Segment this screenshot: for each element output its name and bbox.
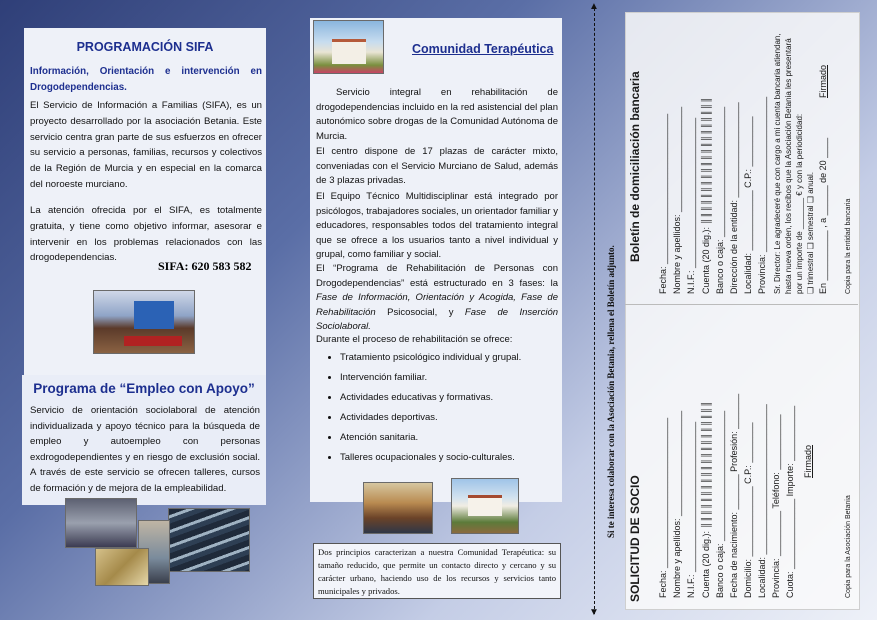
socio-field-nif[interactable]: N.I.F.: ______________________________: [686, 421, 696, 598]
comunidad-paragraph-4: El “Programa de Rehabilitación de Personas con Drogodependencias” está estructurado en 3 fases: la Fase de Información, Orientación y Acogida, Fase de Rehabilitación Psicosocial, y Fase de Inserción Sociolaboral.: [316, 263, 559, 333]
empleo-section: [22, 375, 266, 505]
comunidad-paragraph-5: Durante el proceso de rehabilitación se ofrece:: [316, 334, 513, 345]
boletin-periodicidad[interactable]: ❑ trimestral ❑ semestral ❑ anual.: [806, 172, 815, 294]
list-item: • Atención sanitaria.: [340, 428, 572, 448]
boletin-title: Boletín de domiciliación bancaria: [628, 71, 642, 262]
boletin-field-direccion[interactable]: Dirección de la entidad: ___________________: [729, 102, 739, 294]
socio-field-nombre[interactable]: Nombre y apellidos: _____________________: [672, 410, 682, 598]
sifa-paragraph-1: El Servicio de Información a Familias (SIFA), es un proyecto desarrollado por la asociación Betania. Este servicio centra gran parte de sus esfuerzos en ofrecer su servicio a personas, familias, recursos y colectivos de la Región de Murcia y en especial en la comarca del noroeste murciano.: [30, 100, 262, 190]
boletin-field-provincia[interactable]: Provincia: _______________________________: [757, 96, 767, 294]
comunidad-title: Comunidad Terapéutica: [412, 42, 554, 56]
empleo-title: Programa de “Empleo con Apoyo”: [33, 381, 255, 396]
boletin-director-line-1: Sr. Director: Le agradeceré que con cargo a mi cuenta bancaria atiendan,: [773, 33, 782, 294]
building-photo: [313, 20, 384, 74]
list-item: • Actividades educativas y formativas.: [340, 388, 572, 408]
comunidad-paragraph-3: El Equipo Técnico Multidisciplinar está integrado por psicólogos, trabajadores sociales, un orientador familiar y educadores, responsables todos del tratamiento integral que se ofrece a los usuarios tanto a nivel individual y grupal, como familiar y social.: [316, 191, 558, 261]
list-item: • Talleres ocupacionales y socio-culturales.: [340, 448, 572, 468]
sifa-title: PROGRAMACIÓN SIFA: [76, 40, 214, 54]
arrow-up-icon: ▲: [589, 1, 599, 12]
house-photo: [451, 478, 519, 534]
boletin-field-nif[interactable]: N.I.F.: ______________________________: [686, 117, 696, 294]
socio-field-provincia[interactable]: Provincia: _________ Teléfono: ___________: [771, 414, 781, 598]
comunidad-paragraph-2: El centro dispone de 17 plazas de carácter mixto, conveniadas con el Servicio Murciano de Salud, además de 3 plazas privadas.: [316, 146, 558, 187]
boletin-director-line-2: hasta nueva orden, los recibos que la Asociación Betania les presentará: [784, 38, 793, 294]
boletin-field-banco[interactable]: Banco o caja: __________________________: [715, 106, 725, 294]
socio-title: SOLICITUD DE SOCIO: [628, 475, 642, 602]
socio-field-localidad[interactable]: Localidad: ______________________________: [757, 404, 767, 598]
sifa-paragraph-2: La atención ofrecida por el SIFA, es totalmente gratuita, y tiene como objetivo informar, asesorar e intervenir en los problemas relacionados con las drogodependencias.: [30, 205, 262, 264]
socio-footer: Copia para la Asociación Betania: [845, 495, 852, 598]
form-divider: [625, 304, 858, 305]
workshop-photo: [65, 498, 137, 548]
boletin-field-cuenta[interactable]: Cuenta (20 dig.): ║║║║║║║║║║║║║║║║║║║║: [701, 96, 711, 294]
list-item: • Intervención familiar.: [340, 368, 572, 388]
boletin-fecha-lugar[interactable]: En __________ , a ______ de 20 ____: [818, 137, 828, 294]
boletin-field-nombre[interactable]: Nombre y apellidos: _____________________: [672, 106, 682, 294]
socio-field-fecha[interactable]: Fecha: ______________________________: [658, 417, 668, 598]
socio-field-cuenta[interactable]: Cuenta (20 dig.): ║║║║║║║║║║║║║║║║║║║║: [701, 400, 711, 598]
socio-field-nacimiento[interactable]: Fecha de nacimiento: _______ Profesión: _______: [729, 393, 739, 598]
cut-line: [594, 8, 595, 614]
interior-photo: [363, 482, 433, 534]
greenhouse-photo: [168, 508, 250, 572]
sifa-meeting-photo: [93, 290, 195, 354]
arrow-down-icon: ▼: [589, 607, 599, 618]
principios-box: Dos principios caracterizan a nuestra Comunidad Terapéutica: su tamaño reducido, que permite un contacto directo y cercano y su carácter urbano, haciendo uso de los recursos y servicios tanto municipales y privados.: [313, 543, 561, 599]
list-item: • Tratamiento psicológico individual y grupal.: [340, 348, 572, 368]
comunidad-paragraph-1: Servicio integral en rehabilitación de drogodependencias incluido en la red asistencial del plan autonómico sobre drogas de la Comunidad Autónoma de Murcia.: [316, 87, 558, 142]
socio-firmado: Firmado: [803, 444, 813, 478]
socio-field-cuota[interactable]: Cuota: ______________ Importe: ___________: [785, 405, 795, 598]
services-list: [326, 348, 572, 468]
boletin-director-line-3: por un importe de _______ € y con la periodicidad:: [795, 113, 804, 294]
empleo-text: Servicio de orientación sociolaboral de atención individualizada y apoyo técnico para la búsqueda de empleo y autoempleo con personas exdrogodependientes y en riesgo de exclusión social. A través de este servicio se ofrecen talleres, cursos de formación y de mejora de la empleabilidad.: [30, 405, 260, 494]
boletin-firmado: Firmado: [818, 64, 828, 98]
sifa-subtitle: Información, Orientación e intervención en Drogodependencias.: [30, 66, 262, 93]
socio-field-domicilio[interactable]: Domicilio: ______________ C.P.: ________: [743, 422, 753, 598]
boletin-field-fecha[interactable]: Fecha: ______________________________: [658, 113, 668, 294]
collaborate-note: Si te interesa colaborar con la Asociación Betania, rellena el Boletín adjunto.: [606, 245, 616, 538]
list-item: • Actividades deportivas.: [340, 408, 572, 428]
boletin-footer: Copia para la entidad bancaria: [845, 198, 852, 294]
socio-field-banco[interactable]: Banco o caja: __________________________: [715, 410, 725, 598]
boletin-field-localidad[interactable]: Localidad: ____________ C.P.: __________: [743, 116, 753, 294]
sifa-phone: SIFA: 620 583 582: [158, 259, 252, 273]
crafts-photo: [95, 548, 149, 586]
